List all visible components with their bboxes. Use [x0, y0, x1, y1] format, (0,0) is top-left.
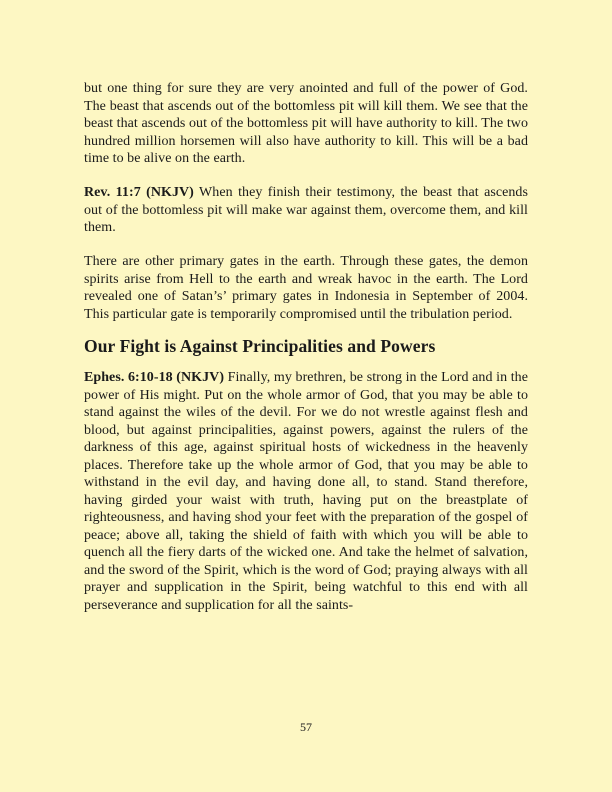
verse-text: Finally, my brethren, be strong in the Lord and in the power of His might. Put on the whole armor of God, that you may be able to stand against the wiles of the devil. For we do not wrestle against flesh and blood, but against principalities, against powers, against the rulers of the darkness of this age, against spiritual hosts of wickedness in the heavenly places. Therefore take up the whole armor of God, that you may be able to withstand in the evil day, and having done all, to stand. Stand therefore, having girded your waist with truth, having put on the breastplate of righteousness, and having shod your feet with the preparation of the gospel of peace; above all, taking the shield of faith with which you will be able to quench all the fiery darts of the wicked one. And take the helmet of salvation, and the sword of the Spirit, which is the word of God; praying always with all prayer and supplication in the Spirit, being watchful to this end with all perseverance and supplication for all the saints-: [84, 370, 528, 613]
spacer: [84, 168, 528, 185]
paragraph-2: There are other primary gates in the earth. Through these gates, the demon spirits arise from Hell to the earth and wreak havoc in the earth. The Lord revealed one of Satan’s’ primary gates in Indonesia in September of 2004. This particular gate is temporarily compromised until the tribulation period.: [84, 254, 528, 322]
verse-reference: Rev. 11:7 (NKJV): [84, 185, 194, 200]
verse-ephes-6-10-18: [84, 369, 528, 614]
section-heading: Our Fight is Against Principalities and Powers: [84, 336, 436, 356]
page-body: [84, 80, 528, 614]
verse-rev-11-7: [84, 184, 528, 237]
spacer: [84, 357, 528, 369]
verse-reference: Ephes. 6:10-18 (NKJV): [84, 370, 225, 385]
paragraph-1: but one thing for sure they are very anointed and full of the power of God. The beast that ascends out of the bottomless pit will kill them. We see that the beast that ascends out of the bottomless pit will have authority to kill. The two hundred million horsemen will also have authority to kill. This will be a bad time to be alive on the earth.: [84, 81, 528, 166]
page-number: 57: [300, 720, 312, 734]
spacer: [84, 323, 528, 335]
verse-text: When they finish their testimony, the beast that ascends out of the bottomless pit will make war against them, overcome them, and kill them.: [84, 185, 528, 235]
spacer: [84, 237, 528, 254]
